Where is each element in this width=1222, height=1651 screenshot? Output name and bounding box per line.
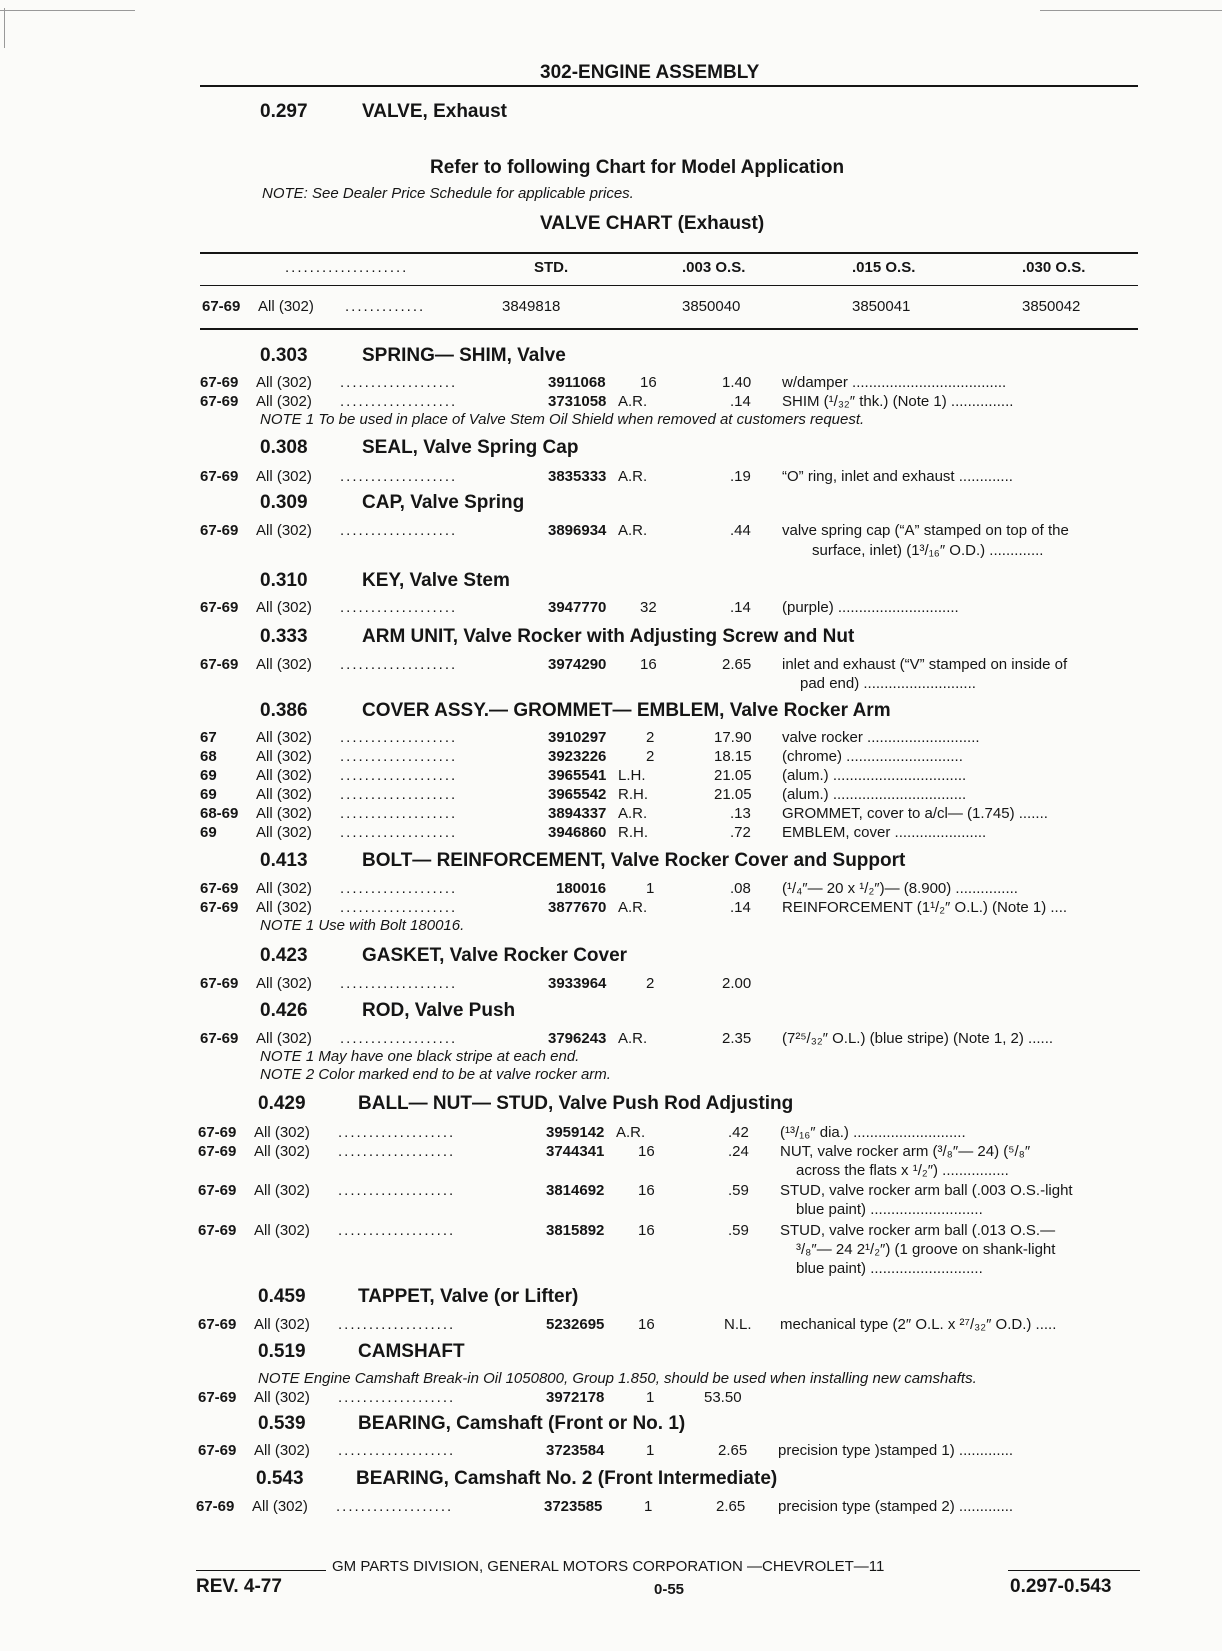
model: All (302) (252, 1498, 308, 1515)
part-row (200, 805, 1140, 823)
part-number: 3959142 (546, 1124, 605, 1141)
part-number: 3723584 (546, 1442, 605, 1459)
quantity: 16 (640, 656, 657, 673)
footer-rule-left (196, 1570, 326, 1571)
section-note: NOTE Engine Camshaft Break-in Oil 1050800, Group 1.850, should be used when installing new camshafts. (258, 1370, 977, 1387)
year: 67-69 (200, 1030, 239, 1047)
quantity: A.R. (618, 393, 648, 410)
part-number: 3965542 (548, 786, 607, 803)
chart-os003: 3850040 (682, 298, 741, 315)
price: .72 (730, 824, 751, 841)
year: 67-69 (200, 374, 239, 391)
model: All (302) (254, 1222, 310, 1239)
section-number: 0.459 (258, 1286, 306, 1307)
leader-dots: ................... (340, 880, 458, 897)
description: SHIM (¹/₃₂″ thk.) (Note 1) ............... (782, 393, 1014, 410)
part-row (198, 1143, 1140, 1161)
year: 67 (200, 729, 217, 746)
revision: REV. 4-77 (196, 1576, 282, 1597)
quantity: 16 (640, 374, 657, 391)
section-number: 0.310 (260, 570, 308, 591)
quantity: 2 (646, 975, 655, 992)
part-number: 3796243 (548, 1030, 607, 1047)
part-number: 3923226 (548, 748, 607, 765)
part-number: 3877670 (548, 899, 607, 916)
part-number: 3947770 (548, 599, 607, 616)
description: (¹³/₁₆″ dia.) ........................... (780, 1124, 966, 1141)
description: STUD, valve rocker arm ball (.003 O.S.-light (780, 1182, 1073, 1199)
main-item-number: 0.297 (260, 101, 308, 122)
part-number: 3894337 (548, 805, 607, 822)
leader-dots: ................... (340, 786, 458, 803)
scan-mark (1040, 10, 1222, 11)
part-row (198, 1442, 1140, 1460)
part-number: 3933964 (548, 975, 607, 992)
section-number: 0.308 (260, 437, 308, 458)
price: 21.05 (714, 786, 752, 803)
model: All (302) (254, 1442, 310, 1459)
year: 67-69 (200, 899, 239, 916)
model: All (302) (256, 824, 312, 841)
price: N.L. (724, 1316, 752, 1333)
page-header: 302-ENGINE ASSEMBLY (540, 62, 760, 83)
model: All (302) (254, 1182, 310, 1199)
part-row (200, 899, 1140, 917)
section-title: ROD, Valve Push (362, 1000, 516, 1021)
part-row (200, 767, 1140, 785)
year: 67-69 (198, 1389, 237, 1406)
leader-dots: ................... (340, 1030, 458, 1047)
part-number: 3835333 (548, 468, 607, 485)
description: precision type )stamped 1) ............. (778, 1442, 1014, 1459)
model: All (302) (256, 393, 312, 410)
section-number: 0.429 (258, 1093, 306, 1114)
page-number: 0-55 (654, 1581, 685, 1598)
description: mechanical type (2″ O.L. x ²⁷/₃₂″ O.D.) ..... (780, 1316, 1057, 1333)
section-title: SPRING— SHIM, Valve (362, 345, 566, 366)
part-row (200, 599, 1140, 617)
part-row (198, 1389, 1140, 1407)
quantity: 16 (638, 1143, 655, 1160)
year: 67-69 (200, 880, 239, 897)
model: All (302) (256, 975, 312, 992)
part-row (198, 1182, 1140, 1200)
section-number: 0.386 (260, 700, 308, 721)
description: NUT, valve rocker arm (³/₈″— 24) (⁵/₈″ (780, 1143, 1031, 1160)
quantity: A.R. (618, 1030, 648, 1047)
chart-header-003: .003 O.S. (682, 259, 746, 276)
section-number: 0.413 (260, 850, 308, 871)
model: All (302) (256, 374, 312, 391)
leader-dots: ................... (340, 899, 458, 916)
year: 67-69 (200, 656, 239, 673)
price: .14 (730, 899, 751, 916)
part-row (198, 1222, 1140, 1240)
part-row (200, 522, 1140, 540)
price: 1.40 (722, 374, 752, 391)
quantity: 32 (640, 599, 657, 616)
section-number: 0.303 (260, 345, 308, 366)
price: .59 (728, 1222, 749, 1239)
section-title: SEAL, Valve Spring Cap (362, 437, 579, 458)
section-title: ARM UNIT, Valve Rocker with Adjusting Screw and Nut (362, 626, 855, 647)
year: 67-69 (198, 1442, 237, 1459)
footer-division: GM PARTS DIVISION, GENERAL MOTORS CORPORATION —CHEVROLET—11 (332, 1558, 885, 1575)
year: 68 (200, 748, 217, 765)
year: 67-69 (196, 1498, 235, 1515)
leader-dots: ................... (338, 1182, 456, 1199)
part-row (200, 656, 1140, 674)
price: 2.00 (722, 975, 752, 992)
model: All (302) (256, 748, 312, 765)
description: (chrome) ............................ (782, 748, 963, 765)
section-title: TAPPET, Valve (or Lifter) (358, 1286, 579, 1307)
description-continued: blue paint) ........................... (796, 1260, 983, 1277)
year: 67-69 (198, 1182, 237, 1199)
part-number: 3815892 (546, 1222, 605, 1239)
section-number: 0.309 (260, 492, 308, 513)
part-number: 3723585 (544, 1498, 603, 1515)
quantity: A.R. (618, 522, 648, 539)
chart-os030: 3850042 (1022, 298, 1081, 315)
year: 69 (200, 786, 217, 803)
year: 67-69 (198, 1222, 237, 1239)
price: .08 (730, 880, 751, 897)
leader-dots: ................... (340, 729, 458, 746)
section-note: NOTE 1 To be used in place of Valve Stem Oil Shield when removed at customers request. (260, 411, 865, 428)
description-continued: across the flats x ¹/₂″) ................ (796, 1162, 1009, 1179)
model: All (302) (256, 899, 312, 916)
model: All (302) (254, 1316, 310, 1333)
chart-std: 3849818 (502, 298, 561, 315)
section-title: BALL— NUT— STUD, Valve Push Rod Adjusting (358, 1093, 794, 1114)
part-row (196, 1498, 1140, 1516)
description: STUD, valve rocker arm ball (.013 O.S.— (780, 1222, 1056, 1239)
chart-header-030: .030 O.S. (1022, 259, 1086, 276)
price: 2.35 (722, 1030, 752, 1047)
model: All (302) (256, 1030, 312, 1047)
section-number: 0.519 (258, 1341, 306, 1362)
quantity: 1 (646, 1389, 655, 1406)
leader-dots: ................... (338, 1389, 456, 1406)
model: All (302) (256, 468, 312, 485)
model: All (302) (256, 656, 312, 673)
description-continued: blue paint) ........................... (796, 1201, 983, 1218)
chart-model: All (302) (258, 298, 314, 315)
description: precision type (stamped 2) ............. (778, 1498, 1014, 1515)
description-continued: surface, inlet) (1³/₁₆″ O.D.) ............. (812, 542, 1044, 559)
quantity: 2 (646, 729, 655, 746)
part-row (200, 824, 1140, 842)
part-row (200, 729, 1140, 747)
chart-year: 67-69 (202, 298, 241, 315)
part-row (198, 1124, 1140, 1142)
price: .14 (730, 393, 751, 410)
main-item-title: VALVE, Exhaust (362, 101, 507, 122)
year: 68-69 (200, 805, 239, 822)
price: .44 (730, 522, 751, 539)
price: 21.05 (714, 767, 752, 784)
quantity: 2 (646, 748, 655, 765)
part-row (200, 468, 1140, 486)
price-note: NOTE: See Dealer Price Schedule for applicable prices. (262, 185, 634, 202)
model: All (302) (256, 729, 312, 746)
part-number: 3896934 (548, 522, 607, 539)
chart-os015: 3850041 (852, 298, 911, 315)
section-note: NOTE 1 Use with Bolt 180016. (260, 917, 465, 934)
quantity: 16 (638, 1316, 655, 1333)
leader-dots: ................... (338, 1222, 456, 1239)
price: 2.65 (718, 1442, 748, 1459)
year: 67-69 (198, 1143, 237, 1160)
model: All (302) (254, 1143, 310, 1160)
part-number: 5232695 (546, 1316, 605, 1333)
description-continued: pad end) ........................... (800, 675, 976, 692)
description: EMBLEM, cover ...................... (782, 824, 987, 841)
quantity: A.R. (618, 805, 648, 822)
leader-dots: ................... (338, 1442, 456, 1459)
section-number: 0.426 (260, 1000, 308, 1021)
chart-reference: Refer to following Chart for Model Application (430, 157, 845, 178)
model: All (302) (254, 1124, 310, 1141)
chart-bottom-rule (200, 328, 1138, 330)
description: (purple) ............................. (782, 599, 959, 616)
description: (7²⁵/₃₂″ O.L.) (blue stripe) (Note 1, 2) ...... (782, 1030, 1054, 1047)
valve-chart-title: VALVE CHART (Exhaust) (540, 213, 765, 234)
year: 67-69 (200, 599, 239, 616)
part-row (200, 880, 1140, 898)
section-title: KEY, Valve Stem (362, 570, 510, 591)
quantity: A.R. (616, 1124, 646, 1141)
quantity: 1 (646, 880, 655, 897)
description: valve spring cap (“A” stamped on top of the (782, 522, 1069, 539)
model: All (302) (256, 805, 312, 822)
part-row (200, 1030, 1140, 1048)
part-number: 180016 (556, 880, 607, 897)
quantity: 16 (638, 1222, 655, 1239)
chart-header-std: STD. (534, 259, 569, 276)
part-number: 3910297 (548, 729, 607, 746)
leader-dots: ................... (340, 599, 458, 616)
leader-dots: ................... (340, 975, 458, 992)
section-note: NOTE 2 Color marked end to be at valve rocker arm. (260, 1066, 611, 1083)
year: 69 (200, 824, 217, 841)
section-title: CAP, Valve Spring (362, 492, 525, 513)
price: 2.65 (716, 1498, 746, 1515)
description-continued: ³/₈″— 24 2¹/₂″) (1 groove on shank-light (796, 1241, 1056, 1258)
leader-dots: ................... (340, 805, 458, 822)
part-row (200, 786, 1140, 804)
part-number: 3814692 (546, 1182, 605, 1199)
chart-mid-rule (200, 285, 1138, 286)
leader-dots: ................... (340, 767, 458, 784)
scan-mark (0, 10, 135, 11)
description: w/damper ..................................... (782, 374, 1007, 391)
section-title: GASKET, Valve Rocker Cover (362, 945, 628, 966)
chart-data-row (0, 298, 1222, 318)
leader-dots: ................... (336, 1498, 454, 1515)
section-title: CAMSHAFT (358, 1341, 465, 1362)
section-note: NOTE 1 May have one black stripe at each end. (260, 1048, 580, 1065)
chart-header-row (0, 259, 1222, 279)
leader-dots: ................... (338, 1124, 456, 1141)
price: .24 (728, 1143, 749, 1160)
quantity: R.H. (618, 786, 648, 803)
part-number: 3965541 (548, 767, 607, 784)
model: All (302) (254, 1389, 310, 1406)
section-title: BOLT— REINFORCEMENT, Valve Rocker Cover and Support (362, 850, 906, 871)
price: 2.65 (722, 656, 752, 673)
price: .59 (728, 1182, 749, 1199)
chart-dots: ............. (345, 298, 426, 315)
year: 67-69 (198, 1316, 237, 1333)
price: .42 (728, 1124, 749, 1141)
model: All (302) (256, 767, 312, 784)
model: All (302) (256, 786, 312, 803)
leader-dots: ................... (340, 824, 458, 841)
leader-dots: ................... (338, 1143, 456, 1160)
leader-dots: ................... (340, 522, 458, 539)
description: inlet and exhaust (“V” stamped on inside of (782, 656, 1068, 673)
footer-rule-right (1008, 1570, 1140, 1571)
quantity: A.R. (618, 899, 648, 916)
price: .13 (730, 805, 751, 822)
description: (¹/₄″— 20 x ¹/₂″)— (8.900) ............... (782, 880, 1018, 897)
description: REINFORCEMENT (1¹/₂″ O.L.) (Note 1) .... (782, 899, 1068, 916)
model: All (302) (256, 880, 312, 897)
chart-header-015: .015 O.S. (852, 259, 916, 276)
header-rule (200, 85, 1138, 87)
quantity: 16 (638, 1182, 655, 1199)
part-row (200, 748, 1140, 766)
section-title: COVER ASSY.— GROMMET— EMBLEM, Valve Rocker Arm (362, 700, 891, 721)
price: .14 (730, 599, 751, 616)
leader-dots: ................... (338, 1316, 456, 1333)
section-number: 0.333 (260, 626, 308, 647)
scan-mark (4, 8, 5, 48)
part-row (198, 1316, 1140, 1334)
year: 67-69 (198, 1124, 237, 1141)
part-number: 3731058 (548, 393, 607, 410)
leader-dots: ................... (340, 656, 458, 673)
part-row (200, 975, 1140, 993)
part-row (200, 393, 1140, 411)
section-title: BEARING, Camshaft (Front or No. 1) (358, 1413, 686, 1434)
model: All (302) (256, 522, 312, 539)
quantity: 1 (646, 1442, 655, 1459)
section-title: BEARING, Camshaft No. 2 (Front Intermediate) (356, 1468, 778, 1489)
section-number: 0.539 (258, 1413, 306, 1434)
description: (alum.) ................................ (782, 767, 967, 784)
year: 69 (200, 767, 217, 784)
part-number: 3974290 (548, 656, 607, 673)
quantity: L.H. (618, 767, 646, 784)
description: (alum.) ................................ (782, 786, 967, 803)
section-number: 0.543 (256, 1468, 304, 1489)
price: 17.90 (714, 729, 752, 746)
leader-dots: ................... (340, 393, 458, 410)
year: 67-69 (200, 393, 239, 410)
part-number: 3744341 (546, 1143, 605, 1160)
part-number: 3972178 (546, 1389, 605, 1406)
leader-dots: ................... (340, 468, 458, 485)
quantity: R.H. (618, 824, 648, 841)
year: 67-69 (200, 468, 239, 485)
model: All (302) (256, 599, 312, 616)
chart-header-dots: .................... (285, 259, 409, 276)
price: 18.15 (714, 748, 752, 765)
description: GROMMET, cover to a/cl— (1.745) ....... (782, 805, 1048, 822)
leader-dots: ................... (340, 748, 458, 765)
price: .19 (730, 468, 751, 485)
description: “O” ring, inlet and exhaust ............. (782, 468, 1013, 485)
year: 67-69 (200, 522, 239, 539)
section-number: 0.423 (260, 945, 308, 966)
year: 67-69 (200, 975, 239, 992)
part-row (200, 374, 1140, 392)
description: valve rocker ........................... (782, 729, 980, 746)
part-number: 3946860 (548, 824, 607, 841)
chart-top-rule (200, 252, 1138, 254)
item-range: 0.297-0.543 (1010, 1576, 1112, 1597)
leader-dots: ................... (340, 374, 458, 391)
quantity: A.R. (618, 468, 648, 485)
quantity: 1 (644, 1498, 653, 1515)
part-number: 3911068 (548, 374, 606, 391)
price: 53.50 (704, 1389, 742, 1406)
